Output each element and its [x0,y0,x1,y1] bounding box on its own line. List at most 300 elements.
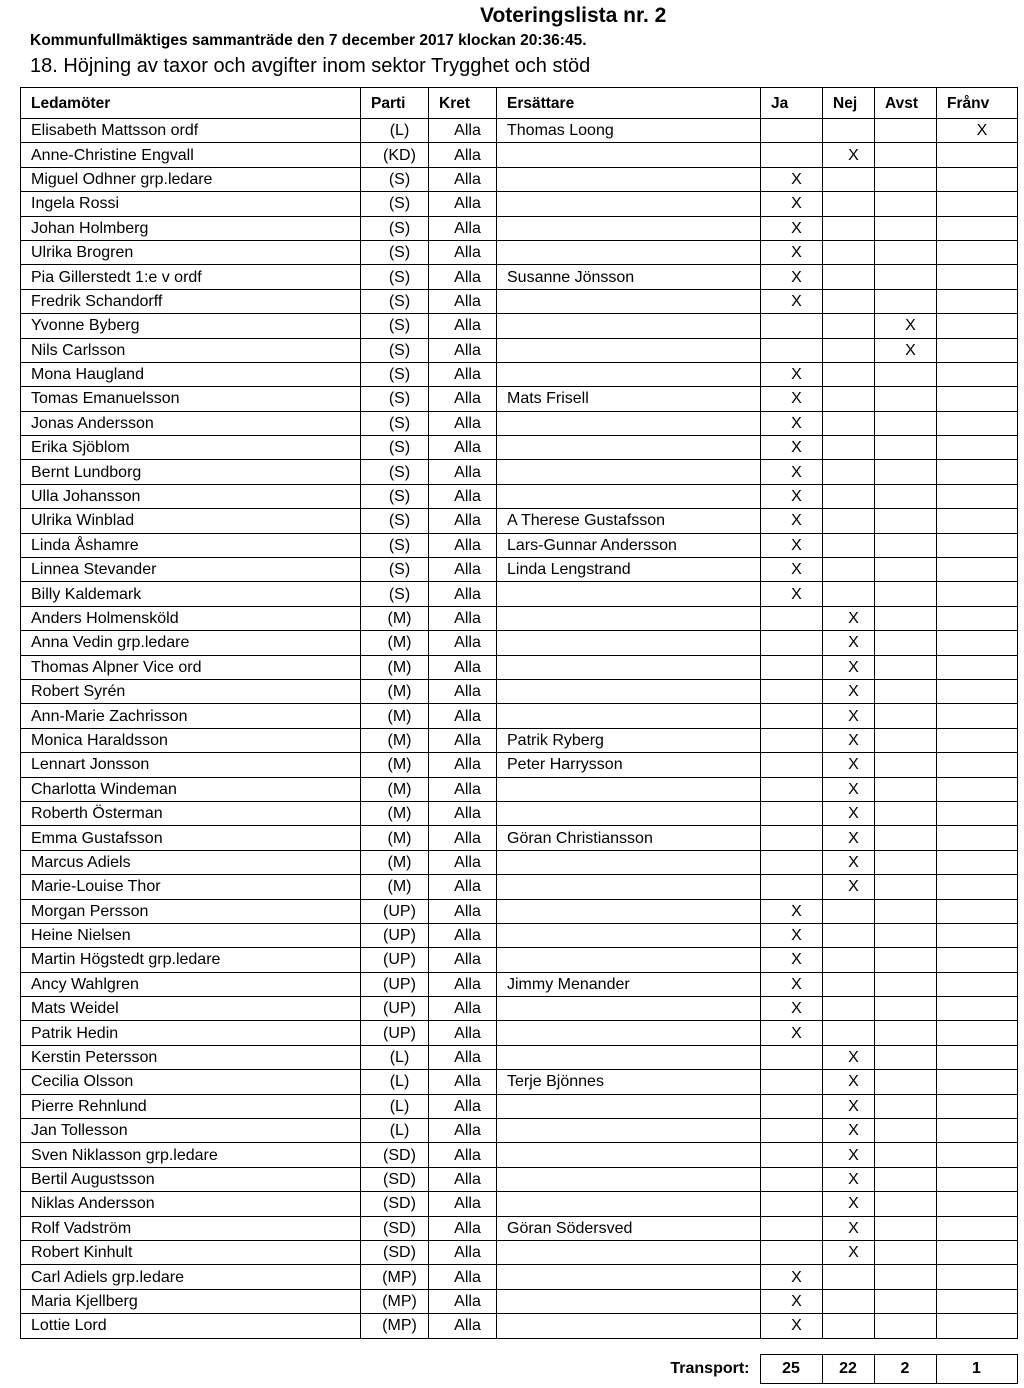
member-name: Mona Haugland [21,362,361,386]
kret-cell: Alla [429,777,497,801]
table-row [21,314,1018,338]
vote-no-cell [823,362,875,386]
party-cell: (M) [361,704,429,728]
member-name: Jan Tollesson [21,1119,361,1143]
party-cell: (UP) [361,923,429,947]
kret-cell: Alla [429,1216,497,1240]
vote-abstain-cell [875,606,937,630]
substitute-cell [497,923,761,947]
vote-absent-cell [937,558,1018,582]
party-cell: (SD) [361,1143,429,1167]
member-name: Tomas Emanuelsson [21,387,361,411]
vote-abstain-cell [875,1070,937,1094]
kret-cell: Alla [429,1167,497,1191]
party-cell: (S) [361,436,429,460]
party-cell: (L) [361,119,429,143]
party-cell: (S) [361,240,429,264]
vote-no-cell [823,314,875,338]
vote-absent-cell [937,923,1018,947]
party-cell: (M) [361,801,429,825]
vote-no-cell [823,509,875,533]
table-row [21,533,1018,557]
substitute-cell [497,1192,761,1216]
vote-abstain-cell [875,972,937,996]
vote-yes-cell: X [761,558,823,582]
vote-no-cell [823,923,875,947]
vote-yes-cell [761,1240,823,1264]
kret-cell: Alla [429,558,497,582]
vote-yes-cell: X [761,948,823,972]
table-row [21,362,1018,386]
kret-cell: Alla [429,972,497,996]
table-row [21,436,1018,460]
member-name: Rolf Vadström [21,1216,361,1240]
vote-absent-cell [937,1265,1018,1289]
kret-cell: Alla [429,411,497,435]
vote-yes-cell [761,728,823,752]
vote-abstain-cell [875,753,937,777]
agenda-item: 18. Höjning av taxor och avgifter inom sektor Trygghet och stöd [30,55,591,77]
vote-yes-cell: X [761,362,823,386]
transport-label: Transport: [670,1360,750,1377]
party-cell: (S) [361,167,429,191]
kret-cell: Alla [429,167,497,191]
kret-cell: Alla [429,192,497,216]
vote-abstain-cell [875,240,937,264]
substitute-cell [497,167,761,191]
table-row [21,265,1018,289]
kret-cell: Alla [429,436,497,460]
vote-no-cell [823,972,875,996]
vote-yes-cell [761,606,823,630]
table-row [21,753,1018,777]
kret-cell: Alla [429,1289,497,1313]
kret-cell: Alla [429,314,497,338]
kret-cell: Alla [429,1240,497,1264]
vote-abstain-cell [875,533,937,557]
member-name: Marcus Adiels [21,850,361,874]
member-name: Lennart Jonsson [21,753,361,777]
vote-absent-cell [937,631,1018,655]
vote-absent-cell [937,192,1018,216]
kret-cell: Alla [429,509,497,533]
table-row [21,875,1018,899]
vote-absent-cell [937,216,1018,240]
substitute-cell [497,801,761,825]
col-absent: Frånv [937,88,1018,119]
vote-yes-cell: X [761,1021,823,1045]
vote-no-cell [823,338,875,362]
kret-cell: Alla [429,216,497,240]
vote-yes-cell: X [761,216,823,240]
party-cell: (M) [361,753,429,777]
vote-abstain-cell [875,582,937,606]
vote-absent-cell [937,436,1018,460]
vote-absent-cell [937,1021,1018,1045]
party-cell: (L) [361,1094,429,1118]
vote-abstain-cell [875,192,937,216]
vote-no-cell [823,1265,875,1289]
table-row [21,167,1018,191]
member-name: Yvonne Byberg [21,314,361,338]
vote-abstain-cell [875,436,937,460]
substitute-cell [497,655,761,679]
kret-cell: Alla [429,704,497,728]
vote-no-cell: X [823,850,875,874]
vote-yes-cell: X [761,1265,823,1289]
party-cell: (S) [361,314,429,338]
substitute-cell [497,436,761,460]
member-name: Anders Holmensköld [21,606,361,630]
vote-no-cell [823,436,875,460]
table-row [21,1289,1018,1313]
party-cell: (SD) [361,1192,429,1216]
table-row [21,582,1018,606]
vote-yes-cell [761,314,823,338]
table-row [21,923,1018,947]
substitute-cell: Peter Harrysson [497,753,761,777]
vote-abstain-cell [875,1094,937,1118]
table-row [21,484,1018,508]
substitute-cell [497,192,761,216]
vote-absent-cell [937,1240,1018,1264]
vote-absent-cell [937,801,1018,825]
party-cell: (M) [361,777,429,801]
party-cell: (S) [361,265,429,289]
table-row [21,1192,1018,1216]
col-party: Parti [361,88,429,119]
vote-absent-cell [937,167,1018,191]
vote-yes-cell [761,753,823,777]
member-name: Ulrika Brogren [21,240,361,264]
member-name: Billy Kaldemark [21,582,361,606]
vote-no-cell: X [823,1119,875,1143]
vote-abstain-cell [875,1045,937,1069]
substitute-cell [497,704,761,728]
vote-absent-cell [937,387,1018,411]
vote-absent-cell [937,460,1018,484]
vote-abstain-cell [875,777,937,801]
party-cell: (MP) [361,1265,429,1289]
table-row [21,240,1018,264]
table-row [21,1265,1018,1289]
member-name: Mats Weidel [21,997,361,1021]
member-name: Elisabeth Mattsson ordf [21,119,361,143]
transport-abstain: 2 [874,1355,936,1384]
vote-no-cell: X [823,1070,875,1094]
vote-no-cell [823,1021,875,1045]
table-row [21,801,1018,825]
vote-yes-cell: X [761,1314,823,1338]
member-name: Pierre Rehnlund [21,1094,361,1118]
vote-abstain-cell [875,899,937,923]
vote-abstain-cell [875,387,937,411]
vote-absent-cell [937,1070,1018,1094]
vote-yes-cell: X [761,533,823,557]
col-no: Nej [823,88,875,119]
party-cell: (S) [361,216,429,240]
vote-no-cell [823,533,875,557]
vote-abstain-cell [875,1192,937,1216]
substitute-cell [497,338,761,362]
member-name: Nils Carlsson [21,338,361,362]
vote-no-cell [823,387,875,411]
vote-no-cell: X [823,655,875,679]
vote-abstain-cell [875,1314,937,1338]
vote-yes-cell [761,1143,823,1167]
member-name: Thomas Alpner Vice ord [21,655,361,679]
party-cell: (L) [361,1119,429,1143]
substitute-cell: Susanne Jönsson [497,265,761,289]
kret-cell: Alla [429,997,497,1021]
page-title: Voteringslista nr. 2 [480,4,667,27]
party-cell: (SD) [361,1167,429,1191]
vote-no-cell: X [823,679,875,703]
member-name: Kerstin Petersson [21,1045,361,1069]
col-member: Ledamöter [21,88,361,119]
vote-no-cell [823,411,875,435]
member-name: Heine Nielsen [21,923,361,947]
vote-absent-cell [937,753,1018,777]
vote-no-cell: X [823,606,875,630]
kret-cell: Alla [429,240,497,264]
substitute-cell [497,631,761,655]
vote-abstain-cell [875,167,937,191]
vote-abstain-cell [875,1143,937,1167]
vote-yes-cell [761,1119,823,1143]
col-substitute: Ersättare [497,88,761,119]
substitute-cell: Thomas Loong [497,119,761,143]
kret-cell: Alla [429,1143,497,1167]
vote-no-cell [823,1289,875,1313]
substitute-cell [497,875,761,899]
col-abstain: Avst [875,88,937,119]
vote-yes-cell [761,875,823,899]
member-name: Erika Sjöblom [21,436,361,460]
vote-absent-cell [937,362,1018,386]
transport-yes: 25 [760,1355,822,1384]
vote-absent-cell [937,484,1018,508]
vote-abstain-cell [875,1021,937,1045]
vote-abstain-cell: X [875,314,937,338]
substitute-cell [497,1143,761,1167]
vote-absent-cell [937,509,1018,533]
member-name: Patrik Hedin [21,1021,361,1045]
meeting-info: Kommunfullmäktiges sammanträde den 7 december 2017 klockan 20:36:45. [30,32,587,49]
vote-yes-cell [761,655,823,679]
table-row [21,777,1018,801]
vote-absent-cell [937,1314,1018,1338]
kret-cell: Alla [429,753,497,777]
party-cell: (S) [361,533,429,557]
party-cell: (S) [361,411,429,435]
substitute-cell [497,460,761,484]
party-cell: (M) [361,875,429,899]
vote-abstain-cell [875,631,937,655]
table-row [21,460,1018,484]
party-cell: (L) [361,1045,429,1069]
vote-no-cell: X [823,143,875,167]
table-row [21,1167,1018,1191]
party-cell: (S) [361,192,429,216]
vote-yes-cell [761,704,823,728]
substitute-cell [497,850,761,874]
table-row [21,289,1018,313]
vote-yes-cell [761,826,823,850]
vote-abstain-cell: X [875,338,937,362]
table-row [21,679,1018,703]
vote-abstain-cell [875,558,937,582]
kret-cell: Alla [429,338,497,362]
substitute-cell [497,1167,761,1191]
vote-no-cell: X [823,753,875,777]
substitute-cell: Jimmy Menander [497,972,761,996]
kret-cell: Alla [429,1192,497,1216]
vote-yes-cell [761,1094,823,1118]
vote-no-cell: X [823,1192,875,1216]
kret-cell: Alla [429,387,497,411]
kret-cell: Alla [429,631,497,655]
substitute-cell [497,1314,761,1338]
table-row [21,338,1018,362]
party-cell: (S) [361,558,429,582]
substitute-cell [497,1045,761,1069]
kret-cell: Alla [429,679,497,703]
party-cell: (MP) [361,1314,429,1338]
kret-cell: Alla [429,850,497,874]
vote-yes-cell [761,143,823,167]
vote-yes-cell [761,1192,823,1216]
kret-cell: Alla [429,728,497,752]
kret-cell: Alla [429,826,497,850]
party-cell: (SD) [361,1240,429,1264]
vote-no-cell: X [823,1045,875,1069]
vote-yes-cell: X [761,899,823,923]
substitute-cell: Göran Christiansson [497,826,761,850]
substitute-cell: Patrik Ryberg [497,728,761,752]
member-name: Anna Vedin grp.ledare [21,631,361,655]
vote-absent-cell [937,1119,1018,1143]
party-cell: (M) [361,631,429,655]
member-name: Cecilia Olsson [21,1070,361,1094]
vote-yes-cell: X [761,484,823,508]
vote-absent-cell [937,606,1018,630]
kret-cell: Alla [429,899,497,923]
vote-abstain-cell [875,1289,937,1313]
kret-cell: Alla [429,1265,497,1289]
vote-absent-cell [937,1192,1018,1216]
table-row [21,1094,1018,1118]
kret-cell: Alla [429,265,497,289]
substitute-cell [497,1289,761,1313]
vote-abstain-cell [875,119,937,143]
kret-cell: Alla [429,533,497,557]
vote-yes-cell: X [761,509,823,533]
vote-absent-cell [937,143,1018,167]
substitute-cell [497,1240,761,1264]
vote-abstain-cell [875,1216,937,1240]
substitute-cell [497,289,761,313]
kret-cell: Alla [429,289,497,313]
vote-no-cell: X [823,777,875,801]
member-name: Emma Gustafsson [21,826,361,850]
member-name: Robert Kinhult [21,1240,361,1264]
vote-no-cell: X [823,704,875,728]
vote-no-cell [823,484,875,508]
substitute-cell: Mats Frisell [497,387,761,411]
vote-absent-cell [937,1094,1018,1118]
party-cell: (SD) [361,1216,429,1240]
member-name: Maria Kjellberg [21,1289,361,1313]
party-cell: (S) [361,460,429,484]
vote-yes-cell: X [761,240,823,264]
substitute-cell [497,582,761,606]
vote-no-cell [823,192,875,216]
vote-abstain-cell [875,704,937,728]
table-row [21,728,1018,752]
substitute-cell [497,484,761,508]
vote-no-cell: X [823,728,875,752]
party-cell: (S) [361,484,429,508]
vote-no-cell [823,948,875,972]
table-row [21,558,1018,582]
kret-cell: Alla [429,1045,497,1069]
table-row [21,899,1018,923]
vote-absent-cell [937,826,1018,850]
table-row [21,826,1018,850]
party-cell: (L) [361,1070,429,1094]
kret-cell: Alla [429,1021,497,1045]
kret-cell: Alla [429,923,497,947]
table-row [21,1119,1018,1143]
kret-cell: Alla [429,119,497,143]
party-cell: (M) [361,728,429,752]
member-name: Carl Adiels grp.ledare [21,1265,361,1289]
member-name: Niklas Andersson [21,1192,361,1216]
vote-absent-cell [937,972,1018,996]
vote-no-cell: X [823,631,875,655]
vote-yes-cell: X [761,192,823,216]
substitute-cell [497,606,761,630]
vote-absent-cell [937,875,1018,899]
vote-no-cell [823,240,875,264]
vote-abstain-cell [875,460,937,484]
vote-abstain-cell [875,948,937,972]
vote-absent-cell: X [937,119,1018,143]
substitute-cell [497,777,761,801]
party-cell: (MP) [361,1289,429,1313]
table-row [21,1216,1018,1240]
vote-abstain-cell [875,679,937,703]
table-row [21,1143,1018,1167]
member-name: Ulla Johansson [21,484,361,508]
vote-abstain-cell [875,875,937,899]
substitute-cell [497,899,761,923]
vote-abstain-cell [875,484,937,508]
voting-table-body [21,119,1018,1339]
substitute-cell [497,216,761,240]
vote-no-cell [823,460,875,484]
vote-abstain-cell [875,728,937,752]
member-name: Marie-Louise Thor [21,875,361,899]
party-cell: (UP) [361,899,429,923]
member-name: Miguel Odhner grp.ledare [21,167,361,191]
member-name: Pia Gillerstedt 1:e v ordf [21,265,361,289]
col-yes: Ja [761,88,823,119]
vote-abstain-cell [875,655,937,679]
vote-yes-cell: X [761,411,823,435]
vote-no-cell [823,167,875,191]
